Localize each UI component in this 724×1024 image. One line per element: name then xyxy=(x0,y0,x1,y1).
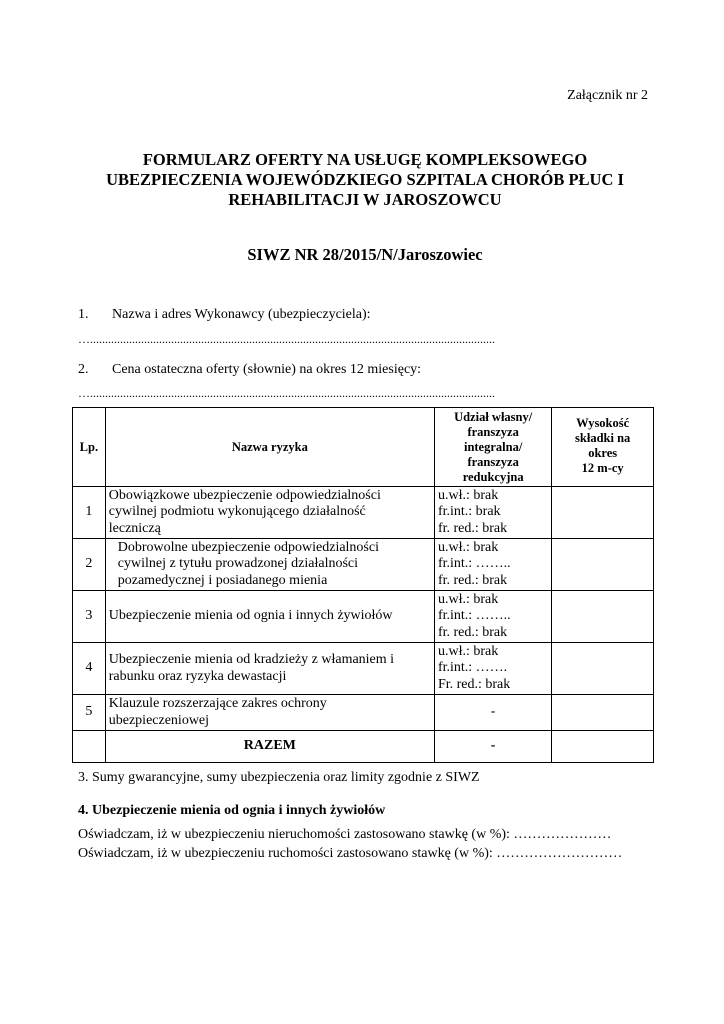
row-premium-input[interactable] xyxy=(552,643,654,695)
item-contractor xyxy=(78,307,371,323)
table-total-row xyxy=(73,731,654,763)
row-lp: 3 xyxy=(73,591,106,643)
row-risk-name xyxy=(105,539,434,591)
statement-real-estate[interactable]: Oświadczam, iż w ubezpieczeniu nieruchomości zastosowano stawkę (w %): ………………… xyxy=(78,827,612,842)
name-line: ubezpieczeniowej xyxy=(108,712,210,728)
row-premium-input[interactable] xyxy=(552,539,654,591)
item-price xyxy=(78,362,421,378)
row-lp: 4 xyxy=(73,643,106,695)
row-risk-name xyxy=(105,695,434,731)
table-row xyxy=(73,539,654,591)
row-premium-input[interactable] xyxy=(552,591,654,643)
name-line: Obowiązkowe ubezpieczenie odpowiedzialności xyxy=(108,487,381,503)
row-premium-input[interactable] xyxy=(552,487,654,539)
name-line: pozamedycznej i posiadanego mienia xyxy=(117,572,328,588)
total-premium-input[interactable] xyxy=(552,731,654,763)
row-franchise xyxy=(434,487,551,539)
statement-movables[interactable]: Oświadczam, iż w ubezpieczeniu ruchomości zastosowano stawkę (w %): ……………………… xyxy=(78,846,623,861)
total-lp-cell xyxy=(73,731,106,763)
franchise-line: fr.int.: …….. xyxy=(437,556,511,572)
franchise-line: fr.int.: …….. xyxy=(437,608,511,624)
row-franchise xyxy=(434,539,551,591)
row-franchise xyxy=(434,591,551,643)
item-number: 2. xyxy=(78,362,89,377)
section-3: 3. Sumy gwarancyjne, sumy ubezpieczenia oraz limity zgodnie z SIWZ xyxy=(78,770,480,785)
header-risk-name: Nazwa ryzyka xyxy=(105,408,434,487)
franchise-line: fr. red.: brak xyxy=(437,520,508,536)
franchise-line: u.wł.: brak xyxy=(437,591,499,607)
item-label: Nazwa i adres Wykonawcy (ubezpieczyciela): xyxy=(112,307,371,322)
table-row xyxy=(73,591,654,643)
title-line: REHABILITACJI W JAROSZOWCU xyxy=(228,190,502,209)
header-line: Wysokość xyxy=(576,416,630,430)
header-line: okres xyxy=(588,446,618,460)
name-line: Ubezpieczenie mienia od ognia i innych żywiołów xyxy=(108,608,393,624)
franchise-line: fr.int.: ……. xyxy=(437,660,508,676)
section-4-heading: 4. Ubezpieczenie mienia od ognia i innych żywiołów xyxy=(78,803,386,818)
header-franchise xyxy=(434,408,551,487)
row-franchise: - xyxy=(434,695,551,731)
row-lp: 1 xyxy=(73,487,106,539)
franchise-line: fr. red.: brak xyxy=(437,572,508,588)
name-line: leczniczą xyxy=(108,520,161,536)
header-line: integralna/ xyxy=(463,439,523,454)
total-value: - xyxy=(434,731,551,763)
name-line: cywilnej z tytułu prowadzonej działalności xyxy=(117,556,359,572)
row-lp: 2 xyxy=(73,539,106,591)
name-line: rabunku oraz ryzyka dewastacji xyxy=(108,668,287,684)
title-line: FORMULARZ OFERTY NA USŁUGĘ KOMPLEKSOWEGO xyxy=(142,150,588,169)
name-line: Klauzule rozszerzające zakres ochrony xyxy=(108,696,327,711)
item-label: Cena ostateczna oferty (słownie) na okres 12 miesięcy: xyxy=(112,362,422,377)
row-risk-name xyxy=(105,643,434,695)
annex-label: Załącznik nr 2 xyxy=(567,88,648,103)
header-premium xyxy=(552,408,654,487)
contractor-fill-line[interactable]: …....................................................................................................................................... xyxy=(78,332,495,346)
row-lp: 5 xyxy=(73,695,106,731)
price-fill-line[interactable]: …....................................................................................................................................... xyxy=(78,386,495,400)
table-row xyxy=(73,643,654,695)
row-premium-input[interactable] xyxy=(552,695,654,731)
header-line: 12 m-cy xyxy=(581,461,624,475)
name-line: Dobrowolne ubezpieczenie odpowiedzialności xyxy=(117,539,379,555)
header-line: Udział własny/ xyxy=(454,409,533,424)
header-line: franszyza xyxy=(467,424,519,439)
table-row xyxy=(73,695,654,731)
name-line: cywilnej podmiotu wykonującego działalność xyxy=(108,504,366,520)
franchise-line: u.wł.: brak xyxy=(437,643,499,659)
row-franchise xyxy=(434,643,551,695)
header-line: składki na xyxy=(575,431,631,445)
franchise-line: fr.int.: brak xyxy=(437,504,501,520)
total-label: RAZEM xyxy=(105,731,434,763)
header-line: redukcyjna xyxy=(462,469,524,484)
row-risk-name xyxy=(105,487,434,539)
name-line: Ubezpieczenie mienia od kradzieży z włamaniem i xyxy=(108,652,395,667)
franchise-line: u.wł.: brak xyxy=(437,539,499,555)
header-lp: Lp. xyxy=(73,408,106,487)
table-row xyxy=(73,487,654,539)
title-line: UBEZPIECZENIA WOJEWÓDZKIEGO SZPITALA CHORÓB PŁUC I xyxy=(106,170,624,189)
document-title xyxy=(70,150,660,210)
franchise-line: Fr. red.: brak xyxy=(437,676,511,692)
franchise-line: fr. red.: brak xyxy=(437,624,508,640)
siwz-number: SIWZ NR 28/2015/N/Jaroszowiec xyxy=(247,245,483,264)
item-number: 1. xyxy=(78,307,89,322)
header-line: franszyza xyxy=(467,454,519,469)
franchise-line: u.wł.: brak xyxy=(437,487,499,503)
row-risk-name xyxy=(105,591,434,643)
table-header-row xyxy=(73,408,654,487)
risk-table xyxy=(72,407,654,763)
